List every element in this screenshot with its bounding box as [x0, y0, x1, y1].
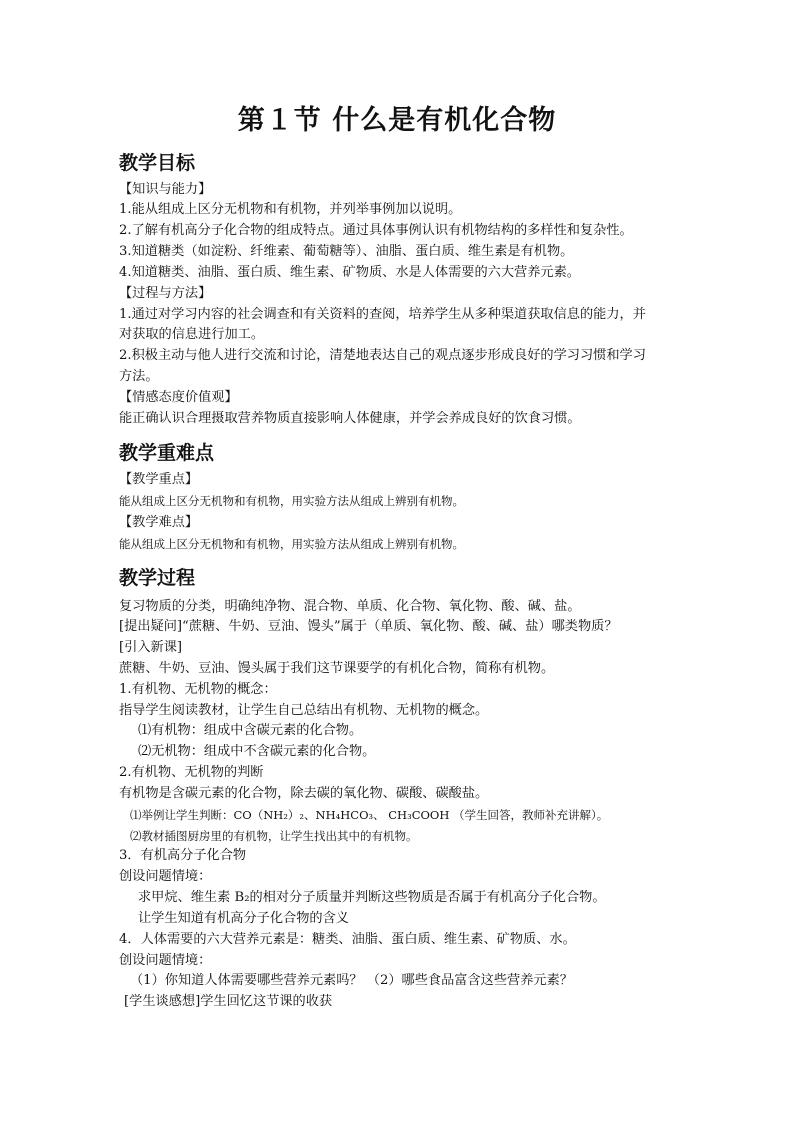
knowledge-item: 3.知道糖类（如淀粉、纤维素、葡萄糖等）、油脂、蛋白质、维生素是有机物。: [119, 244, 574, 259]
process-line: 4．人体需要的六大营养元素是：糖类、油脂、蛋白质、维生素、矿物质、水。: [119, 932, 576, 947]
process-line: 指导学生阅读教材，让学生自己总结出有机物、无机物的概念。: [119, 703, 489, 718]
knowledge-item: 4.知道糖类、油脂、蛋白质、维生素、矿物质、水是人体需要的六大营养元素。: [119, 265, 580, 280]
focus-label: 【教学重点】: [119, 472, 199, 487]
process-line: ⑴举例让学生判断：CO（NH₂）₂、NH₄HCO₃、 CH₃COOH （学生回答，教师补充讲解）。: [130, 808, 609, 822]
key-points-heading: 教学重难点: [119, 442, 215, 464]
knowledge-label: 【知识与能力】: [119, 182, 212, 197]
process-line: 2.有机物、无机物的判断: [119, 765, 264, 780]
process-item: 1.通过对学习内容的社会调查和有关资料的查阅，培养学生从多种渠道获取信息的能力，并: [119, 307, 646, 322]
process-line: 创设问题情境：: [119, 869, 212, 884]
process-line: 3．有机高分子化合物: [119, 848, 247, 863]
process-line: [提出疑问]“蔗糖、牛奶、豆油、馒头”属于（单质、氧化物、酸、碱、盐）哪类物质？: [119, 619, 618, 634]
attitude-label: 【情感态度价值观】: [119, 390, 238, 405]
attitude-text: 能正确认识合理摄取营养物质直接影响人体健康，并学会养成良好的饮食习惯。: [119, 411, 581, 426]
objectives-heading: 教学目标: [119, 152, 196, 174]
process-line: 蔗糖、牛奶、豆油、馒头属于我们这节课要学的有机化合物，简称有机物。: [119, 661, 555, 676]
process-line: 创设问题情境：: [119, 953, 212, 968]
knowledge-item: 2.了解有机高分子化合物的组成特点。通过具体事例认识有机物结构的多样性和复杂性。: [119, 223, 633, 238]
focus-text: 能从组成上区分无机物和有机物，用实验方法从组成上辨别有机物。: [119, 494, 464, 508]
process-line: ⑴有机物：组成中含碳元素的化合物。: [138, 723, 363, 738]
process-line: 复习物质的分类，明确纯净物、混合物、单质、化合物、氧化物、酸、碱、盐。: [119, 599, 581, 614]
difficulty-text: 能从组成上区分无机物和有机物，用实验方法从组成上辨别有机物。: [119, 537, 464, 551]
process-line: [引入新课]: [119, 640, 183, 655]
knowledge-item: 1.能从组成上区分无机物和有机物，并列举事例加以说明。: [119, 202, 462, 217]
process-line: 1.有机物、无机物的概念：: [119, 682, 277, 697]
process-line: 有机物是含碳元素的化合物，除去碳的氧化物、碳酸、碳酸盐。: [119, 786, 489, 801]
process-label: 【过程与方法】: [119, 286, 212, 301]
process-line: ⑵无机物：组成中不含碳元素的化合物。: [138, 744, 376, 759]
process-heading: 教学过程: [119, 567, 196, 589]
difficulty-label: 【教学难点】: [119, 515, 199, 530]
process-line: 求甲烷、维生素 B₂的相对分子质量并判断这些物质是否属于有机高分子化合物。: [138, 890, 606, 905]
process-item: 方法。: [119, 369, 159, 384]
process-line: ⑵教材插图厨房里的有机物，让学生找出其中的有机物。: [130, 829, 418, 843]
process-line: 让学生知道有机高分子化合物的含义: [138, 911, 349, 926]
process-item: 对获取的信息进行加工。: [119, 327, 265, 342]
process-item: 2.积极主动与他人进行交流和讨论，清楚地表达自己的观点逐步形成良好的学习习惯和学习: [119, 348, 646, 363]
process-line: [学生谈感想]学生回忆这节课的收获: [124, 994, 333, 1009]
page-title: 第１节 什么是有机化合物: [237, 105, 557, 136]
process-line: （1）你知道人体需要哪些营养元素吗？ （2）哪些食品富含这些营养元素？: [130, 973, 573, 988]
